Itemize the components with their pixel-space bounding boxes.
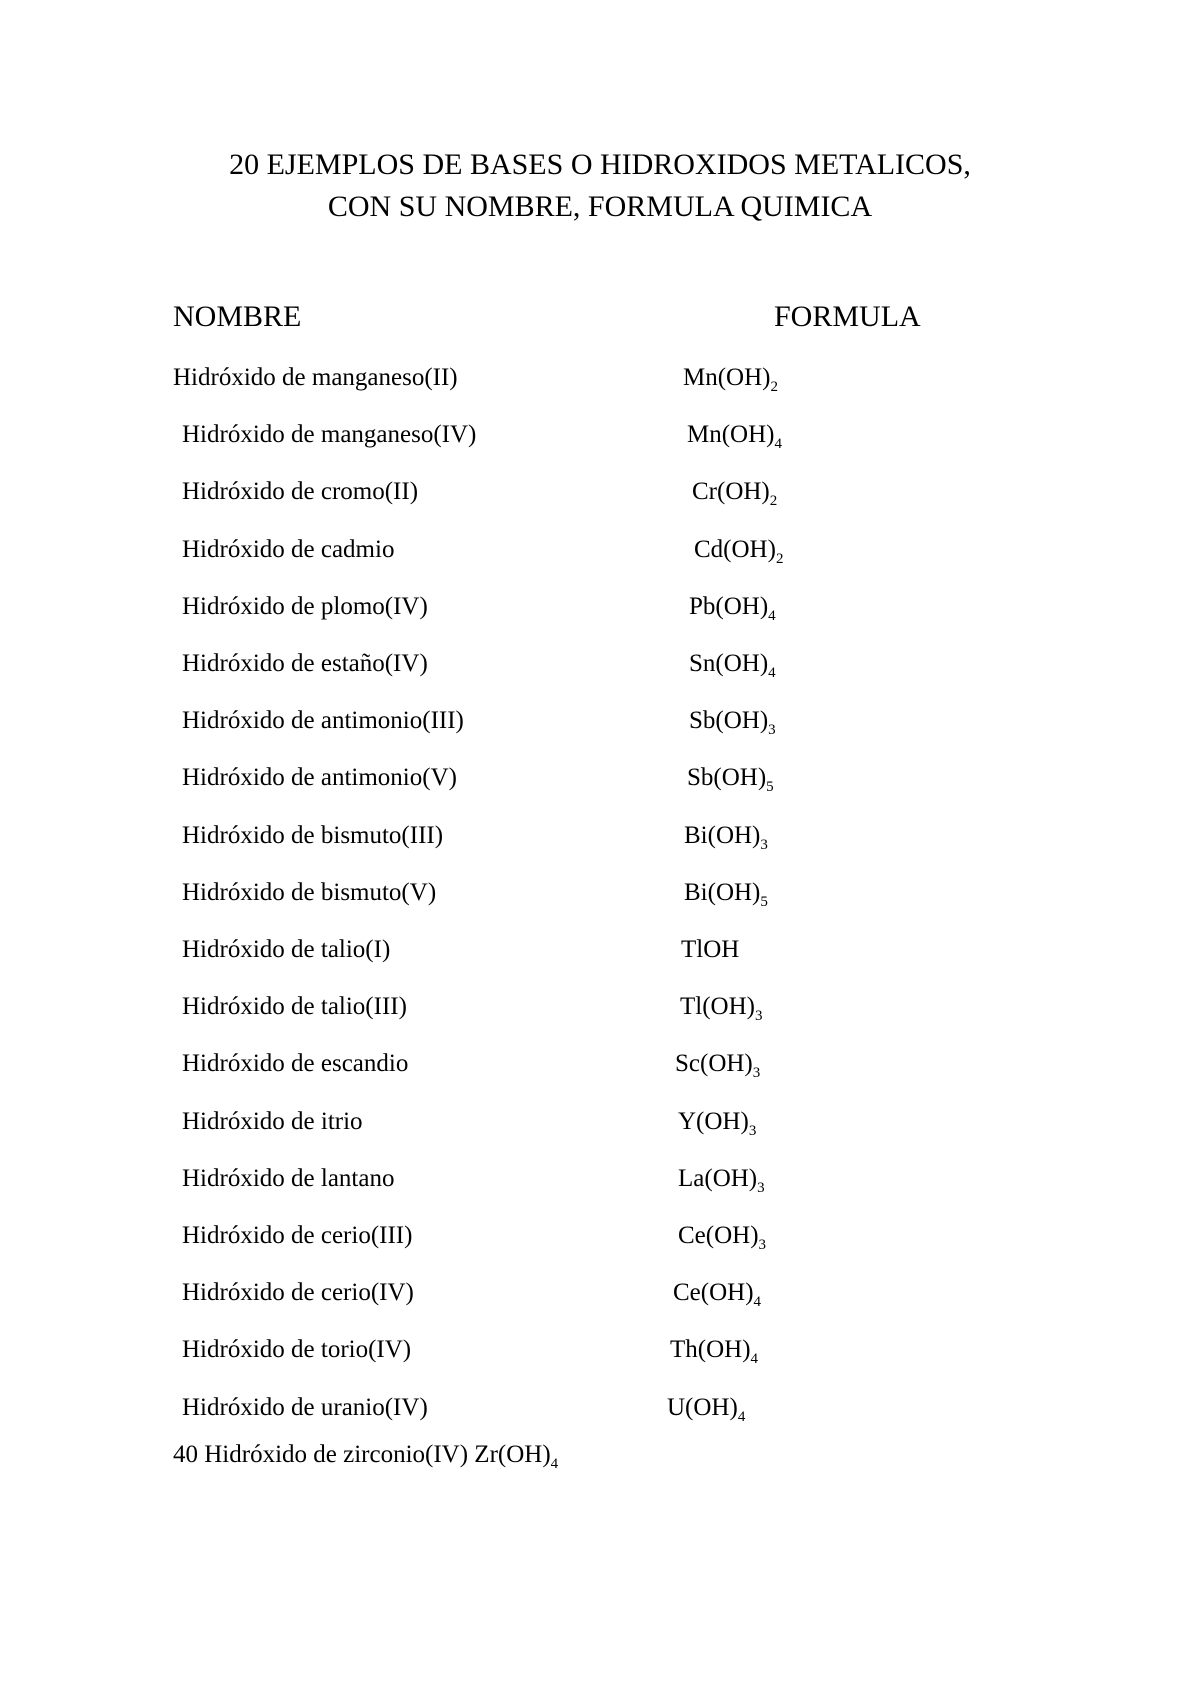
table-row: [0, 1279, 1200, 1319]
hydroxide-formula: [678, 1164, 765, 1196]
hydroxide-name: Hidróxido de lantano: [182, 1164, 395, 1192]
table-row: [0, 707, 1200, 747]
formula-subscript: 3: [752, 1065, 761, 1082]
formula-subscript: 5: [760, 893, 768, 910]
hydroxide-name: Hidróxido de itrio: [182, 1107, 363, 1135]
table-row: [0, 478, 1200, 518]
hydroxide-name: Hidróxido de talio(I): [182, 936, 391, 963]
formula-text: Th(OH): [670, 1336, 751, 1364]
hydroxide-formula: [689, 592, 776, 624]
hydroxide-name: Hidróxido de bismuto(V): [182, 878, 437, 906]
table-row: [0, 1165, 1200, 1205]
table-row: [0, 936, 1200, 976]
table-row: [0, 993, 1200, 1033]
table-row: [0, 650, 1200, 690]
hydroxide-name: Hidróxido de cerio(III): [182, 1222, 413, 1249]
hydroxide-name: Hidróxido de cerio(IV): [182, 1279, 414, 1307]
formula-subscript: 3: [757, 1179, 765, 1196]
table-row: [0, 764, 1200, 804]
hydroxide-formula: [687, 764, 774, 796]
hydroxide-formula: [684, 878, 768, 910]
formula-text: Sn(OH): [689, 650, 769, 677]
formula-text: U(OH): [667, 1393, 738, 1421]
table-row: [0, 1394, 1200, 1434]
formula-text: TlOH: [681, 936, 740, 963]
formula-subscript: 4: [753, 1294, 762, 1311]
table-row: [0, 421, 1200, 461]
hydroxide-formula: [694, 535, 784, 567]
formula-text: Y(OH): [678, 1107, 749, 1135]
formula-subscript: 2: [770, 379, 778, 395]
table-row: [0, 1222, 1200, 1262]
formula-subscript: 5: [766, 779, 774, 796]
formula-subscript: 3: [760, 836, 768, 853]
formula-text: Mn(OH): [683, 364, 771, 391]
hydroxide-name: Hidróxido de cromo(II): [182, 478, 419, 506]
formula-subscript: 2: [775, 550, 784, 567]
hydroxide-formula: [687, 421, 782, 453]
formula-subscript: 2: [769, 493, 778, 510]
formula-subscript: 4: [768, 607, 776, 624]
title-line-1: 20 EJEMPLOS DE BASES O HIDROXIDOS METALICOS,: [229, 148, 971, 181]
document-title: [0, 144, 1200, 228]
formula-text: Pb(OH): [689, 592, 769, 620]
hydroxide-formula: [675, 1050, 761, 1082]
table-row: [0, 1108, 1200, 1148]
formula-text: Bi(OH): [684, 878, 761, 906]
formula-subscript: 4: [768, 665, 776, 681]
hydroxide-formula: [678, 1107, 757, 1139]
hydroxide-formula: [673, 1279, 762, 1311]
table-row: [0, 593, 1200, 633]
hydroxide-name: Hidróxido de antimonio(V): [182, 764, 457, 792]
hydroxide-name: Hidróxido de torio(IV): [182, 1336, 412, 1364]
hydroxide-name: Hidróxido de plomo(IV): [182, 592, 428, 620]
title-line-2: CON SU NOMBRE, FORMULA QUIMICA: [327, 190, 873, 223]
formula-text: Sc(OH): [675, 1050, 753, 1078]
hydroxide-formula: [678, 1222, 767, 1253]
hydroxide-name: Hidróxido de cadmio: [182, 535, 395, 563]
table-row: [0, 1050, 1200, 1090]
formula-text: Ce(OH): [673, 1279, 754, 1307]
formula-text: Bi(OH): [684, 821, 761, 849]
hydroxide-formula: [684, 821, 768, 853]
hydroxide-formula: [681, 936, 739, 964]
formula-text: Sb(OH): [687, 764, 767, 792]
formula-text: Sb(OH): [689, 707, 769, 735]
hydroxide-formula: [683, 364, 778, 395]
formula-text: Cr(OH): [692, 478, 770, 506]
formula-text: Mn(OH): [687, 421, 775, 449]
hydroxide-name: Hidróxido de bismuto(III): [182, 821, 444, 849]
formula-subscript: 3: [768, 722, 776, 739]
hydroxide-name: Hidróxido de uranio(IV): [182, 1393, 428, 1421]
table-row: [0, 364, 1200, 404]
formula-subscript: 4: [774, 436, 782, 453]
last-line-subscript: 4: [550, 1456, 559, 1472]
table-row: [0, 536, 1200, 576]
hydroxide-name: Hidróxido de antimonio(III): [182, 707, 464, 735]
column-header-formula: FORMULA: [774, 300, 921, 333]
formula-subscript: 4: [737, 1408, 746, 1425]
hydroxide-name: Hidróxido de manganeso(II): [173, 364, 458, 391]
formula-text: Ce(OH): [678, 1222, 759, 1249]
formula-text: La(OH): [678, 1164, 758, 1192]
hydroxide-name: Hidróxido de estaño(IV): [182, 650, 428, 677]
hydroxide-name: Hidróxido de talio(III): [182, 993, 407, 1021]
formula-text: Cd(OH): [694, 535, 776, 563]
last-line: [173, 1441, 559, 1472]
last-line-text: 40 Hidróxido de zirconio(IV) Zr(OH): [173, 1441, 551, 1468]
formula-subscript: 3: [748, 1122, 757, 1139]
hydroxide-formula: [680, 993, 763, 1025]
table-row: [0, 822, 1200, 862]
hydroxide-formula: [689, 707, 776, 739]
hydroxide-name: Hidróxido de escandio: [182, 1050, 409, 1078]
column-header-nombre: NOMBRE: [173, 300, 302, 333]
formula-subscript: 3: [758, 1237, 767, 1253]
hydroxide-formula: [670, 1336, 759, 1368]
hydroxide-name: Hidróxido de manganeso(IV): [182, 421, 477, 449]
hydroxide-formula: [692, 478, 778, 510]
hydroxide-formula: [689, 650, 776, 681]
formula-text: Tl(OH): [680, 993, 755, 1021]
table-row: [0, 1336, 1200, 1376]
hydroxide-formula: [667, 1393, 746, 1425]
formula-subscript: 3: [754, 1008, 763, 1025]
table-row: [0, 879, 1200, 919]
formula-subscript: 4: [750, 1351, 759, 1368]
